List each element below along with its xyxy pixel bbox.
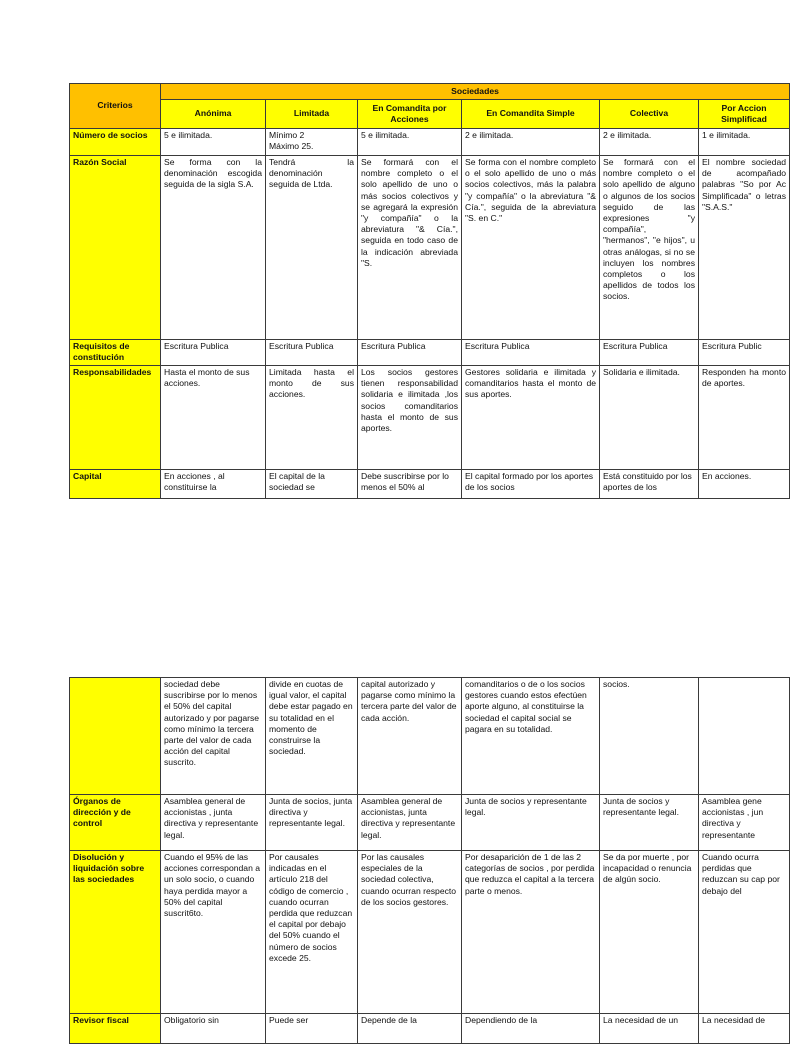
table-row — [70, 340, 790, 366]
table-cell: 1 e ilimitada. — [699, 129, 790, 156]
criterios-header: Criterios — [70, 84, 161, 129]
table-cell: Se forma con el nombre completo o el solo apellido de uno o más socios colectivos, más la palabra "y compañía" o la abreviatura "& Cía.", seguida de la abreviatura "S. en C." — [462, 156, 600, 340]
table-cell — [699, 678, 790, 795]
table-cell: 2 e ilimitada. — [462, 129, 600, 156]
table-page-1 — [69, 83, 787, 498]
col-header-anonima: Anónima — [161, 100, 266, 129]
table-page-2 — [69, 677, 780, 1025]
table-row — [70, 156, 790, 340]
table-cell: 2 e ilimitada. — [600, 129, 699, 156]
table-cell: comanditarios o de o los socios gestores cuando estos efectúen aporte alguno, al constituirse la sociedad el capital social se pagara en su totalidad. — [462, 678, 600, 795]
table-cell: sociedad debe suscribirse por lo menos el 50% del capital autorizado y por pagarse como mínimo la tercera parte del valor de cada acción del capital suscrito. — [161, 678, 266, 795]
row-label-razon-social: Razón Social — [70, 156, 161, 340]
table-row — [70, 129, 790, 156]
table-cell: Limitada hasta el monto de sus acciones. — [266, 366, 358, 470]
table-cell: Obligatorio sin — [161, 1014, 266, 1044]
table-cell: El nombre sociedad de acompañado palabras "So por Ac Simplificada" o letras "S.A.S." — [699, 156, 790, 340]
table-cell: Por causales indicadas en el artículo 218 del código de comercio , cuando ocurran perdida que reduzcan el capital por debajo del 50% cuando el número de socios excede 25. — [266, 851, 358, 1014]
table-row — [70, 1014, 790, 1044]
col-header-comandita-simple: En Comandita Simple — [462, 100, 600, 129]
table-cell: Por desaparición de 1 de las 2 categorías de socios , por perdida que reduzca el capital a la tercera parte o menos. — [462, 851, 600, 1014]
table-row — [70, 678, 790, 795]
col-header-comandita-acciones: En Comandita por Acciones — [358, 100, 462, 129]
table-cell: Escritura Publica — [266, 340, 358, 366]
table-cell: 5 e ilimitada. — [161, 129, 266, 156]
table-cell: Gestores solidaria e ilimitada y comanditarios hasta el monto de sus aportes. — [462, 366, 600, 470]
row-label-responsabilidades: Responsabilidades — [70, 366, 161, 470]
table-cell: Cuando el 95% de las acciones correspondan a un solo socio, o cuando haya perdida mayor a 50% del capital suscrit6to. — [161, 851, 266, 1014]
table-cell: Los socios gestores tienen responsabilidad solidaria e ilimitada ,los socios comanditarios hasta el monto de sus aportes. — [358, 366, 462, 470]
table-cell: 5 e ilimitada. — [358, 129, 462, 156]
table-cell: Se da por muerte , por incapacidad o renuncia de algún socio. — [600, 851, 699, 1014]
table-cell: En acciones. — [699, 470, 790, 499]
table-cell: socios. — [600, 678, 699, 795]
table-cell: divide en cuotas de igual valor, el capital debe estar pagado en su totalidad en el momento de construirse la sociedad. — [266, 678, 358, 795]
table-cell: Se formará con el nombre completo o el solo apellido de uno o más socios colectivos y se agregará la expresión "y compañía" o la abreviatura "& Cía.", seguida en todo caso de la indicación abreviada "S. — [358, 156, 462, 340]
table-cell: La necesidad de — [699, 1014, 790, 1044]
table-cell: Escritura Publica — [358, 340, 462, 366]
table-cell: capital autorizado y pagarse como mínimo la tercera parte del valor de cada acción. — [358, 678, 462, 795]
table-cell: Escritura Publica — [462, 340, 600, 366]
table-cell: Tendrá la denominación seguida de Ltda. — [266, 156, 358, 340]
table-row — [70, 795, 790, 851]
table-row — [70, 851, 790, 1014]
comparison-table-bottom — [69, 677, 790, 1044]
table-cell: Junta de socios y representante legal. — [462, 795, 600, 851]
table-row — [70, 470, 790, 499]
row-label-organos: Órganos de dirección y de control — [70, 795, 161, 851]
table-row — [70, 366, 790, 470]
table-cell: Escritura Publica — [161, 340, 266, 366]
table-cell: Está constituido por los aportes de los — [600, 470, 699, 499]
col-header-sas: Por Accion Simplificad — [699, 100, 790, 129]
table-cell: Debe suscribirse por lo menos el 50% al — [358, 470, 462, 499]
table-cell: Depende de la — [358, 1014, 462, 1044]
row-label-numero-socios: Número de socios — [70, 129, 161, 156]
row-label-disolucion: Disolución y liquidación sobre las sociedades — [70, 851, 161, 1014]
table-cell: Solidaria e ilimitada. — [600, 366, 699, 470]
table-cell: Mínimo 2 Máximo 25. — [266, 129, 358, 156]
row-label-capital-continued — [70, 678, 161, 795]
row-label-requisitos: Requisitos de constitución — [70, 340, 161, 366]
table-cell: El capital formado por los aportes de los socios — [462, 470, 600, 499]
table-cell: Asamblea general de accionistas, junta directiva y representante legal. — [358, 795, 462, 851]
table-cell: Junta de socios y representante legal. — [600, 795, 699, 851]
table-cell: Dependiendo de la — [462, 1014, 600, 1044]
table-cell: Responden ha monto de aportes. — [699, 366, 790, 470]
table-cell: Asamblea gene accionistas , jun directiva y representante — [699, 795, 790, 851]
table-cell: La necesidad de un — [600, 1014, 699, 1044]
col-header-limitada: Limitada — [266, 100, 358, 129]
table-cell: Puede ser — [266, 1014, 358, 1044]
col-header-colectiva: Colectiva — [600, 100, 699, 129]
table-cell: Se forma con la denominación escogida seguida de la sigla S.A. — [161, 156, 266, 340]
row-label-capital: Capital — [70, 470, 161, 499]
table-cell: Por las causales especiales de la sociedad colectiva, cuando ocurran respecto de los socios gestores. — [358, 851, 462, 1014]
table-cell: Junta de socios, junta directiva y representante legal. — [266, 795, 358, 851]
table-cell: El capital de la sociedad se — [266, 470, 358, 499]
sociedades-header: Sociedades — [161, 84, 790, 100]
table-cell: Asamblea general de accionistas , junta directiva y representante legal. — [161, 795, 266, 851]
table-cell: Escritura Public — [699, 340, 790, 366]
table-cell: Se formará con el nombre completo o el solo apellido de alguno o algunos de los socios seguido de las expresiones "y compañía", "hermanos", "e hijos", u otras análogas, si no se incluyen los nombres completos o los apellidos de todos los socios. — [600, 156, 699, 340]
table-cell: En acciones , al constituirse la — [161, 470, 266, 499]
row-label-revisor-fiscal: Revisor fiscal — [70, 1014, 161, 1044]
comparison-table-top — [69, 83, 790, 499]
table-cell: Cuando ocurra perdidas que reduzcan su cap por debajo del — [699, 851, 790, 1014]
table-cell: Hasta el monto de sus acciones. — [161, 366, 266, 470]
table-cell: Escritura Publica — [600, 340, 699, 366]
